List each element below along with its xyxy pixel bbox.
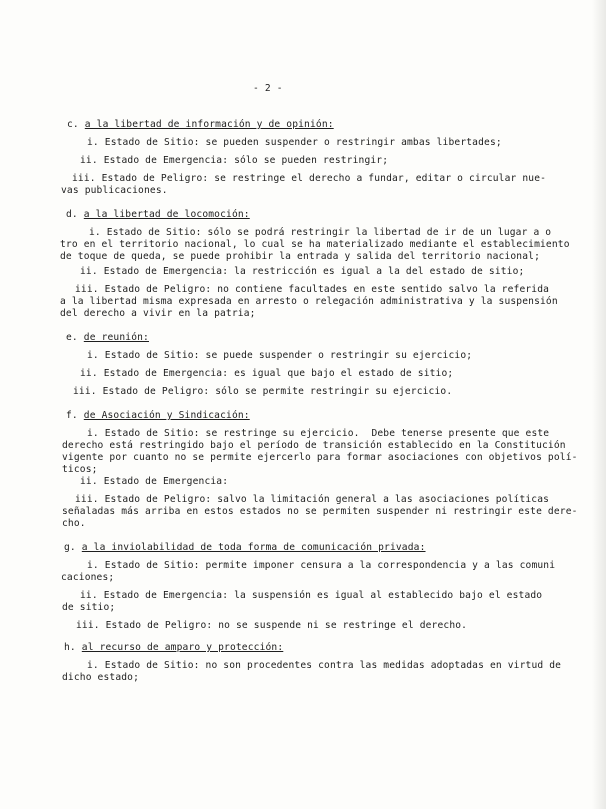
text-line: ii. Estado de Emergencia: la suspensión es igual al establecido bajo el estado	[80, 590, 543, 601]
section-letter: e.	[66, 332, 78, 343]
text-line: señaladas más arriba en estos estados no se permiten suspender ni restringir este dere-	[62, 506, 578, 517]
section-c-heading	[67, 119, 334, 131]
text-line: iii. Estado de Peligro: sólo se permite restringir su ejercicio.	[73, 386, 453, 397]
text-line: i. Estado de Sitio: se pueden suspender o restringir ambas libertades;	[87, 137, 502, 148]
text-line: i. Estado de Sitio: sólo se podrá restringir la libertad de ir de un lugar a o	[89, 227, 552, 238]
section-h-heading	[64, 642, 283, 654]
text-line: vas publicaciones.	[61, 185, 168, 196]
section-title: de reunión:	[83, 332, 149, 343]
section-letter: g.	[64, 542, 76, 553]
section-title: a la libertad de locomoción:	[83, 209, 250, 220]
text-line: iii. Estado de Peligro: salvo la limitación general a las asociaciones políticas	[75, 494, 550, 505]
text-line: i. Estado de Sitio: no son procedentes contra las medidas adoptadas en virtud de	[87, 660, 562, 671]
section-title: a la inviolabilidad de toda forma de comunicación privada:	[81, 542, 426, 553]
section-letter: c.	[67, 119, 79, 130]
text-line: caciones;	[61, 572, 115, 583]
section-letter: h.	[64, 642, 76, 653]
text-line: i. Estado de Sitio: permite imponer censura a la correspondencia y a las comuni	[87, 560, 556, 571]
text-line: ii. Estado de Emergencia:	[80, 476, 229, 487]
text-line: ticos;	[62, 464, 98, 475]
text-line: de toque de queda, se puede prohibir la entrada y salida del territorio nacional;	[60, 251, 540, 262]
text-line: del derecho a vivir en la patria;	[60, 308, 256, 319]
page-number: - 2 -	[253, 83, 283, 94]
text-line: vigente por cuanto no se permite ejercerlo para formar asociaciones con objetivos polí-	[62, 452, 578, 463]
text-line: a la libertad misma expresada en arresto o relegación administrativa y la suspensión	[60, 296, 558, 307]
text-line: ii. Estado de Emergencia: sólo se pueden restringir;	[80, 155, 389, 166]
text-line: dicho estado;	[62, 672, 140, 683]
text-line: cho.	[62, 518, 86, 529]
text-line: i. Estado de Sitio: se restringe su ejercicio. Debe tenerse presente que este	[87, 428, 550, 439]
section-f-heading	[66, 410, 250, 422]
section-d-heading	[66, 209, 250, 221]
section-letter: d.	[66, 209, 78, 220]
paper-edge-shadow	[592, 0, 606, 809]
text-line: iii. Estado de Peligro: se restringe el derecho a fundar, editar o circular nue-	[72, 173, 547, 184]
section-letter: f.	[66, 410, 78, 421]
section-title: de Asociación y Sindicación:	[83, 410, 250, 421]
text-line: iii. Estado de Peligro: no contiene facultades en este sentido salvo la referida	[75, 284, 550, 295]
text-line: ii. Estado de Emergencia: la restricción es igual a la del estado de sitio;	[80, 266, 525, 277]
section-title: al recurso de amparo y protección:	[81, 642, 284, 653]
section-e-heading	[66, 332, 149, 344]
section-title: a la libertad de información y de opinión:	[84, 119, 334, 130]
text-line: ii. Estado de Emergencia: es igual que bajo el estado de sitio;	[80, 368, 454, 379]
text-line: derecho está restringido bajo el período de transición establecido en la Constitución	[62, 440, 566, 451]
text-line: iii. Estado de Peligro: no se suspende ni se restringe el derecho.	[76, 620, 468, 631]
section-g-heading	[64, 542, 426, 554]
text-line: i. Estado de Sitio: se puede suspender o restringir su ejercicio;	[87, 350, 473, 361]
text-line: tro en el territorio nacional, lo cual se ha materializado mediante el establecimiento	[60, 239, 570, 250]
text-line: de sitio;	[62, 602, 116, 613]
